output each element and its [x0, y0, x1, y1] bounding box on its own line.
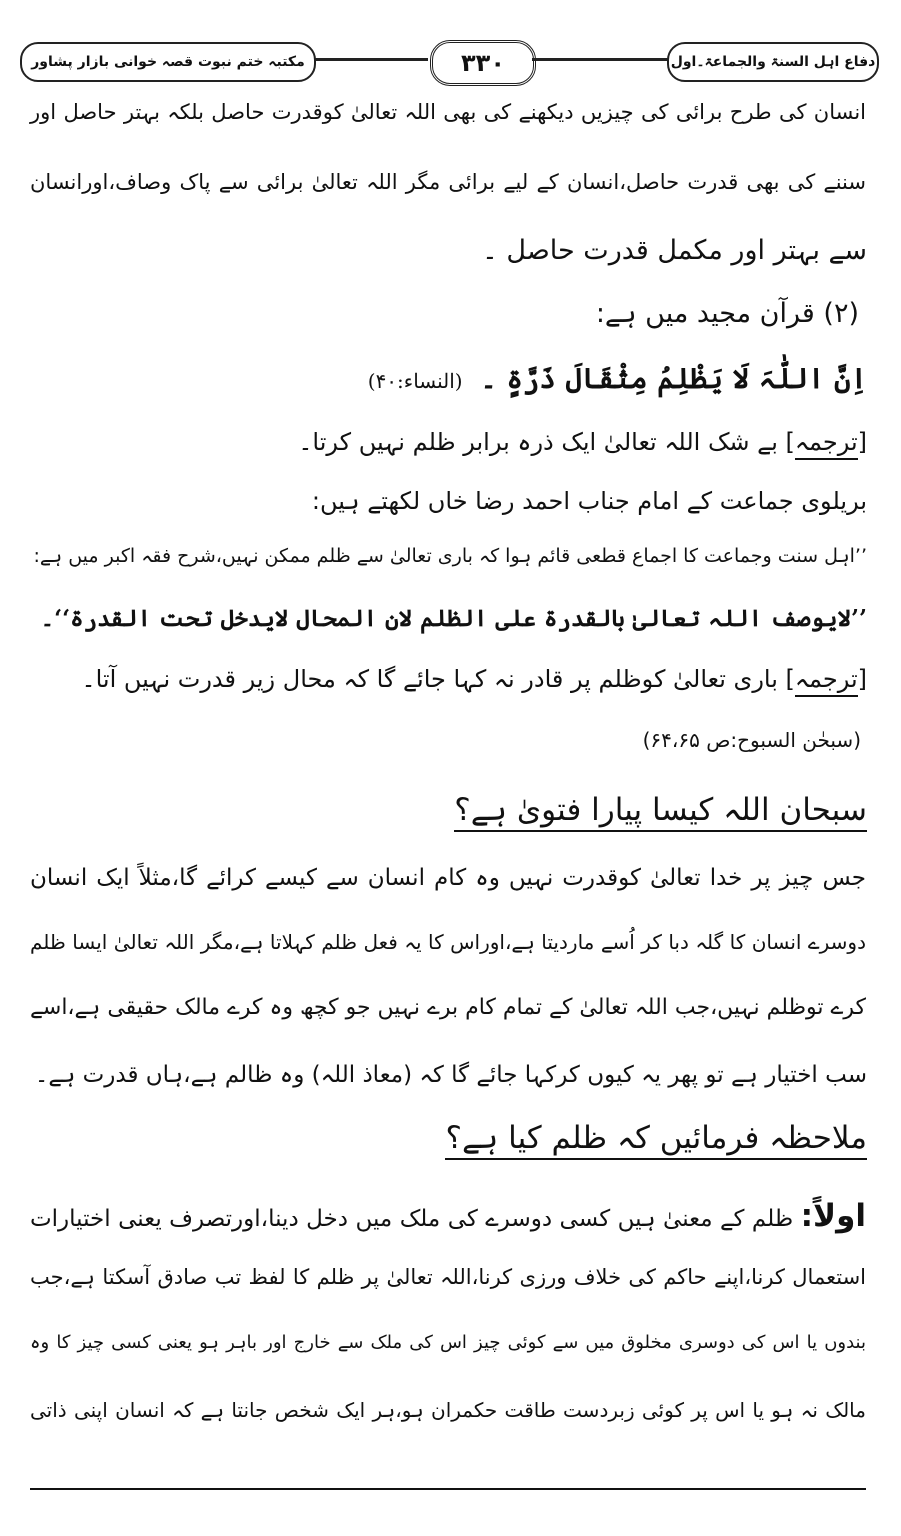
header-book-title: دفاع اہل السنۃ والجماعۃ۔اول [667, 42, 879, 82]
paragraph2-line: کرے توظلم نہیں،جب اللہ تعالیٰ کے تمام کام برے نہیں جو کچھ وہ کرے مالک حقیقی ہے،اسے [30, 995, 866, 1020]
header-publisher-label: مکتبہ ختم نبوت قصہ خوانی بازار پشاور [20, 42, 316, 82]
quote-translation [82, 665, 867, 693]
tarjuma-tag: [ترجمہ] [786, 665, 867, 693]
header-divider-right [532, 58, 669, 61]
paragraph3-line: استعمال کرنا،اپنے حاکم کی خلاف ورزی کرنا،اللہ تعالیٰ پر ظلم کا لفظ تب صادق آسکتا ہے،جب [30, 1265, 866, 1289]
quran-verse [368, 362, 867, 395]
quote-text: ’’اہل سنت وجماعت کا اجماع قطعی قائم ہوا کہ باری تعالیٰ سے ظلم ممکن نہیں،شرح فقہ اکبر میں ہے: [33, 545, 867, 567]
paragraph1-line: سے بہتر اور مکمل قدرت حاصل ۔ [482, 235, 867, 266]
section-heading [454, 792, 867, 828]
quran-verse-text: اِنَّ اللّٰہَ لَا یَظْلِمُ مِثْقَالَ ذَرَّۃٍ ۔ [480, 362, 867, 395]
quote-translation-text: باری تعالیٰ کوظلم پر قادر نہ کہا جائے گا کہ محال زیر قدرت نہیں آتا۔ [81, 665, 778, 693]
tarjuma-tag: [ترجمہ] [786, 428, 867, 456]
section-heading-text: ملاحظہ فرمائیں کہ ظلم کیا ہے؟ [445, 1120, 867, 1160]
paragraph3-line: مالک نہ ہو یا اس پر کوئی زبردست طاقت حکمران ہو،ہر ایک شخص جانتا ہے کہ انسان اپنی ذاتی [30, 1398, 866, 1422]
verse-translation [298, 428, 867, 456]
section-heading-text: سبحان اللہ کیسا پیارا فتویٰ ہے؟ [454, 792, 867, 832]
quote-intro: بریلوی جماعت کے امام جناب احمد رضا خاں لکھتے ہیں: [311, 487, 867, 515]
paragraph2-line: سب اختیار ہے تو پھر یہ کیوں کرکہا جائے گا کہ (معاذ اللہ) وہ ظالم ہے،ہاں قدرت ہے۔ [34, 1062, 867, 1088]
section-heading [445, 1120, 867, 1156]
paragraph1-line: انسان کی طرح برائی کی چیزیں دیکھنے کی بھی اللہ تعالیٰ کوقدرت حاصل بلکہ بہتر حاصل اور [30, 100, 866, 124]
tarjuma-label: ترجمہ [795, 428, 858, 460]
tarjuma-label: ترجمہ [795, 665, 858, 697]
arabic-quote: ’’لایوصف اللہ تعالیٰ بالقدرۃ علی الظلم لان المحال لایدخل تحت القدرۃ‘‘۔ [40, 605, 867, 632]
footer-rule [30, 1488, 866, 1490]
quran-verse-reference: (النساء:۴۰) [367, 369, 463, 393]
header-divider-left [314, 58, 428, 61]
paragraph2-line: جس چیز پر خدا تعالیٰ کوقدرت نہیں وہ کام انسان سے کیسے کرائے گا،مثلاً ایک انسان [30, 865, 866, 891]
point2-label: (۲) قرآن مجید میں ہے: [595, 298, 859, 329]
paragraph3-text: ظلم کے معنیٰ ہیں کسی دوسرے کی ملک میں دخل دینا،اورتصرف یعنی اختیارات [30, 1206, 794, 1232]
verse-translation-text: بے شک اللہ تعالیٰ ایک ذرہ برابر ظلم نہیں کرتا۔ [298, 428, 778, 456]
paragraph2-line: دوسرے انسان کا گلہ دبا کر اُسے ماردیتا ہے،اوراس کا یہ فعل ظلم کہلاتا ہے،مگر اللہ تعالیٰ ایسا ظلم [30, 930, 866, 954]
paragraph1-line: سننے کی بھی قدرت حاصل،انسان کے لیے برائی مگر اللہ تعالیٰ برائی سے پاک وصاف،اورانسان [30, 170, 866, 194]
page-number: ۳۳۰ [430, 40, 536, 86]
quote-reference: (سبحٰن السبوح:ص ۶۴،۶۵) [642, 728, 861, 752]
paragraph3-line [30, 1198, 866, 1234]
paragraph3-line: بندوں یا اس کی دوسری مخلوق میں سے کوئی چیز اس کی ملک سے خارج اور باہر ہو یعنی کسی چیز کا وہ [30, 1332, 866, 1353]
paragraph3-lead: اولاً: [800, 1198, 866, 1234]
